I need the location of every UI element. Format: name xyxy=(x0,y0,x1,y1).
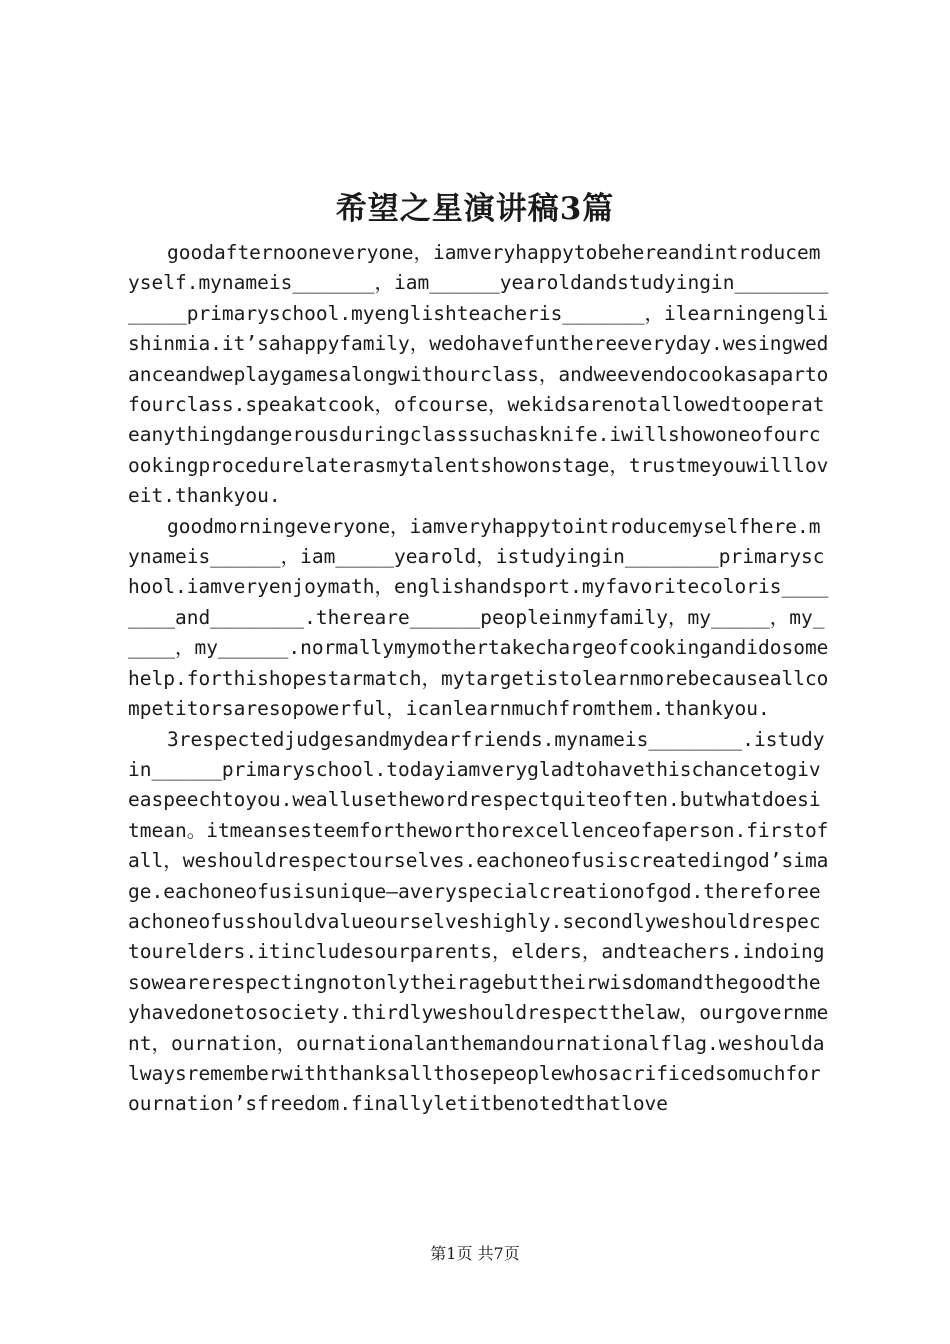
paragraph-3: 3respectedjudgesandmydearfriends.mynameis________.istudyin______primaryschool.todayiamverygladtohavethischancetogiveaspeechtoyou.weallusethewordrespectquiteoften.butwhatdoesitmean。itmeansesteemfortheworthorexcellenceofaperson.firstofall，weshouldrespectourselves.eachoneofusiscreatedingod’simage.eachoneofusisunique—averyspecialcreationofgod.thereforeeachoneofusshouldvalueourselveshighly.secondlyweshouldrespectourelders.itincludesourparents，elders，andteachers.indoingsowearerespectingnotonlytheiragebuttheirwisdomandthegoodtheyhavedonetosociety.thirdlyweshouldrespectthelaw，ourgovernment，ournation，ournationalanthemandournationalflag.weshouldalwaysrememberwiththanksallthosepeoplewhosacrificedsomuchforournation’sfreedom.finallyletitbenotedthatlove xyxy=(128,727,829,1116)
page-footer xyxy=(0,1243,950,1265)
paragraph-1: goodafternooneveryone，iamveryhappytobehereandintroducemyself.mynameis_______，iam______yearoldandstudyingin_____________primaryschool.myenglishteacheris_______，ilearningenglishinmia.it’sahappyfamily，wedohavefunthereeveryday.wesingwedanceandweplaygamesalongwithourclass，andweevendocookasapartofourclass.speakatcook，ofcourse，wekidsarenotallowedtooperateanythingdangerousduringclasssuchasknife.iwillshowoneofourcookingprocedurelaterasmytalentshowonstage，trustmeyouwillloveit.thankyou. xyxy=(128,241,829,508)
page-total: 共7页 xyxy=(477,1244,520,1263)
paragraph-2: goodmorningeveryone，iamveryhappytointroducemyselfhere.mynameis______，iam_____yearold，istudyingin________primaryschool.iamveryenjoymath，englishandsport.myfavoritecoloris________and________.thereare______peopleinmyfamily，my_____，my_____，my______.normallymymothertakechargeofcookingandidosomehelp.forthishopestarmatch，mytargetistolearnmorebecauseallcompetitorsaresopowerful，icanlearnmuchfromthem.thankyou. xyxy=(128,514,829,721)
document-body xyxy=(128,238,832,1120)
page-number: 第1页 xyxy=(430,1244,473,1263)
document-title: 希望之星演讲稿3篇 xyxy=(335,191,615,227)
